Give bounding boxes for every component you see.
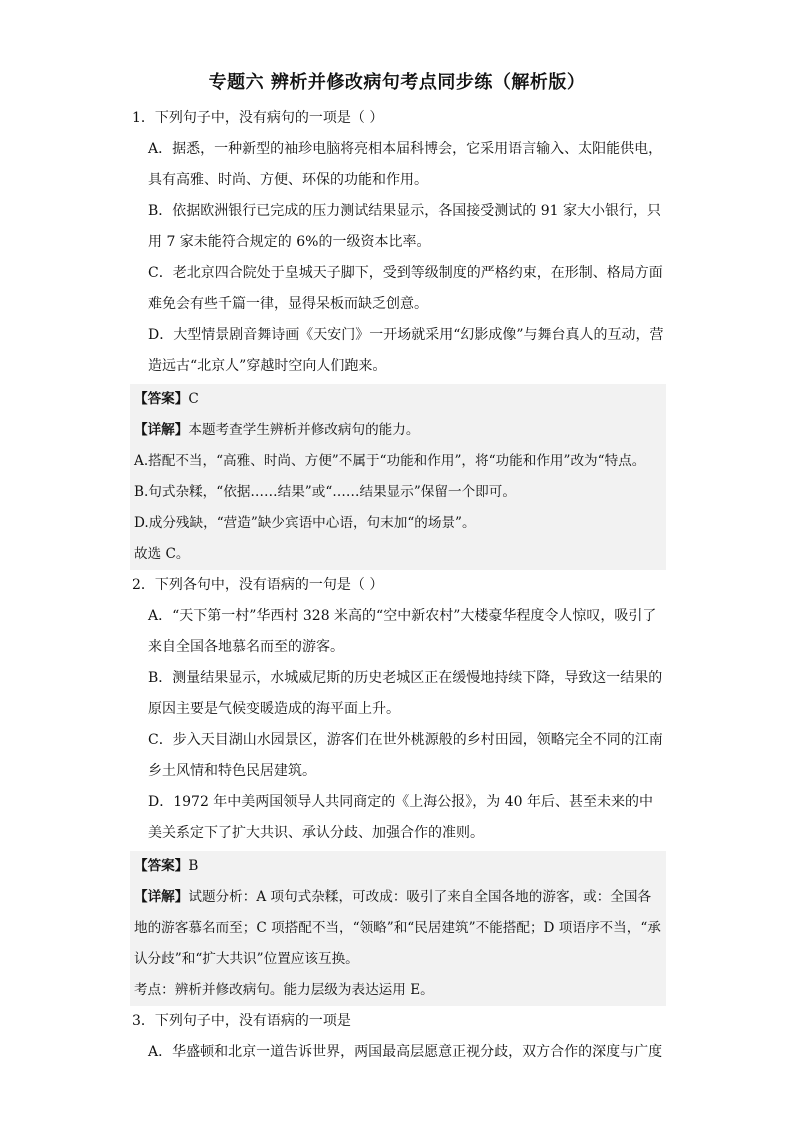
detail-line: 考点：辨析并修改病句。能力层级为表达运用 E。 [134, 982, 434, 998]
option-b: B．测量结果显示，水城威尼斯的历史老城区正在缓慢地持续下降，导致这一结果的原因主要是气候变暖造成的海平面上升。 [148, 670, 663, 717]
option-a: A．据悉，一种新型的袖珍电脑将亮相本届科博会，它采用语言输入、太阳能供电，具有高雅、时尚、方便、环保的功能和作用。 [148, 141, 663, 188]
option-d: D．大型情景剧音舞诗画《天安门》一开场就采用“幻影成像”与舞台真人的互动，营造远古“北京人”穿越时空向人们跑来。 [148, 327, 664, 374]
document-title: 专题六 辨析并修改病句考点同步练（解析版） [208, 72, 586, 93]
answer-line [134, 851, 662, 882]
question-3 [132, 1006, 664, 1068]
question-stem: 2．下列各句中，没有语病的一句是（ ） [132, 577, 384, 593]
detail-line: A.搭配不当，“高雅、时尚、方便”不属于“功能和作用”，将“功能和作用”改为“特点。 [134, 453, 646, 469]
answer-label: 【答案】 [134, 858, 189, 874]
option-c: C．步入天目湖山水园景区，游客们在世外桃源般的乡村田园，领略完全不同的江南乡土风情和特色民居建筑。 [148, 732, 663, 779]
question-stem: 1．下列句子中，没有病句的一项是（ ） [132, 110, 384, 126]
option-b: B．依据欧洲银行已完成的压力测试结果显示，各国接受测试的 91 家大小银行，只用 7 家未能符合规定的 6%的一级资本比率。 [148, 203, 662, 250]
option-c: C．老北京四合院处于皇城天子脚下，受到等级制度的严格约束，在形制、格局方面难免会有些千篇一律，显得呆板而缺乏创意。 [148, 265, 663, 312]
question-1 [132, 103, 664, 570]
question-stem: 3．下列句子中，没有语病的一项是 [132, 1013, 351, 1029]
detail-line: B.句式杂糅，“依据……结果”或“……结果显示”保留一个即可。 [134, 484, 516, 500]
document-body [132, 103, 664, 1068]
option-a: A．“天下第一村”华西村 328 米高的“空中新农村”大楼豪华程度令人惊叹，吸引了来自全国各地慕名而至的游客。 [148, 608, 657, 655]
detail-label: 【详解】 [134, 889, 189, 905]
answer-label: 【答案】 [134, 391, 189, 407]
answer-box [130, 851, 666, 1006]
detail-text: 本题考查学生辨析并修改病句的能力。 [188, 422, 420, 438]
detail-line [134, 882, 662, 975]
detail-label: 【详解】 [134, 422, 189, 438]
question-2 [132, 570, 664, 1006]
detail-line [134, 415, 662, 446]
answer-value: B [188, 858, 199, 874]
detail-line: D.成分残缺，“营造”缺少宾语中心语，句末加“的场景”。 [134, 515, 476, 531]
answer-line [134, 384, 662, 415]
answer-value: C [188, 391, 199, 407]
detail-text: 试题分析：A 项句式杂糅，可改成：吸引了来自全国各地的游客，或：全国各地的游客慕名而至；C 项搭配不当，“领略”和“民居建筑”不能搭配；D 项语序不当，“承认分歧”和“扩大共识”位置应该互换。 [134, 889, 661, 967]
answer-box [130, 384, 666, 570]
detail-line: 故选 C。 [134, 546, 190, 562]
option-d: D．1972 年中美两国领导人共同商定的《上海公报》，为 40 年后、甚至未来的中美关系定下了扩大共识、承认分歧、加强合作的准则。 [148, 794, 654, 841]
option-a: A．华盛顿和北京一道告诉世界，两国最高层愿意正视分歧，双方合作的深度与广度 [148, 1044, 663, 1060]
